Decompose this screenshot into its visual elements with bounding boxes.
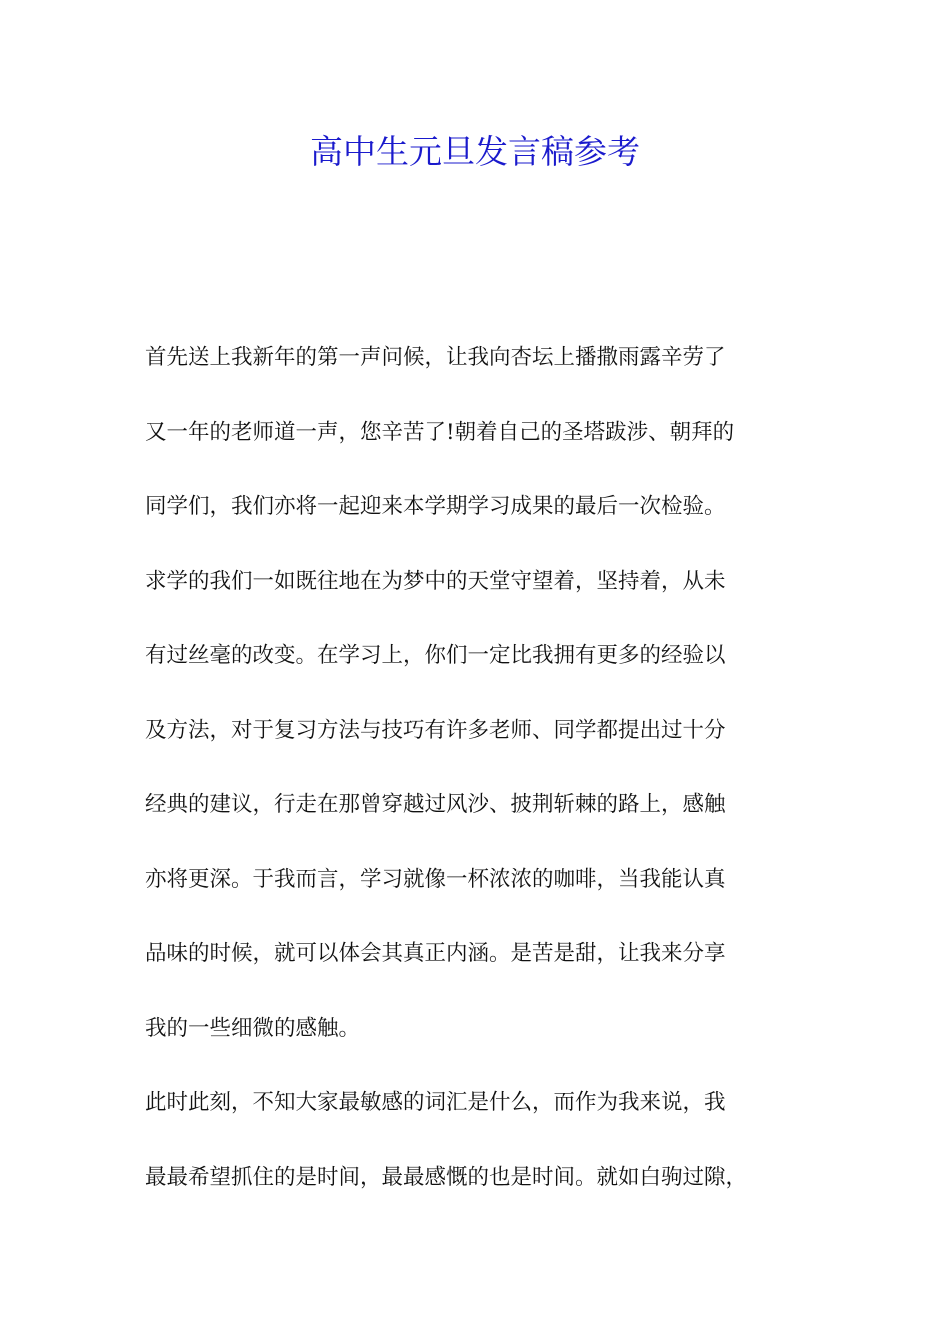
body-line: 同学们，我们亦将一起迎来本学期学习成果的最后一次检验。 bbox=[145, 494, 726, 519]
body-line: 又一年的老师道一声，您辛苦了!朝着自己的圣塔跋涉、朝拜的 bbox=[145, 420, 735, 445]
body-line: 经典的建议，行走在那曾穿越过风沙、披荆斩棘的路上，感触 bbox=[145, 792, 726, 817]
body-line: 及方法，对于复习方法与技巧有许多老师、同学都提出过十分 bbox=[145, 718, 726, 743]
body-line: 最最希望抓住的是时间，最最感慨的也是时间。就如白驹过隙， bbox=[145, 1165, 748, 1190]
body-line: 品味的时候，就可以体会其真正内涵。是苦是甜，让我来分享 bbox=[145, 941, 726, 966]
document-title: 高中生元旦发言稿参考 bbox=[310, 132, 640, 171]
body-line: 此时此刻，不知大家最敏感的词汇是什么，而作为我来说，我 bbox=[145, 1090, 726, 1115]
body-line: 有过丝毫的改变。在学习上，你们一定比我拥有更多的经验以 bbox=[145, 643, 726, 668]
body-line: 我的一些细微的感触。 bbox=[145, 1016, 361, 1041]
body-line: 求学的我们一如既往地在为梦中的天堂守望着，坚持着，从未 bbox=[145, 569, 726, 594]
body-line: 亦将更深。于我而言，学习就像一杯浓浓的咖啡，当我能认真 bbox=[145, 867, 726, 892]
body-line: 首先送上我新年的第一声问候，让我向杏坛上播撒雨露辛劳了 bbox=[145, 345, 726, 370]
